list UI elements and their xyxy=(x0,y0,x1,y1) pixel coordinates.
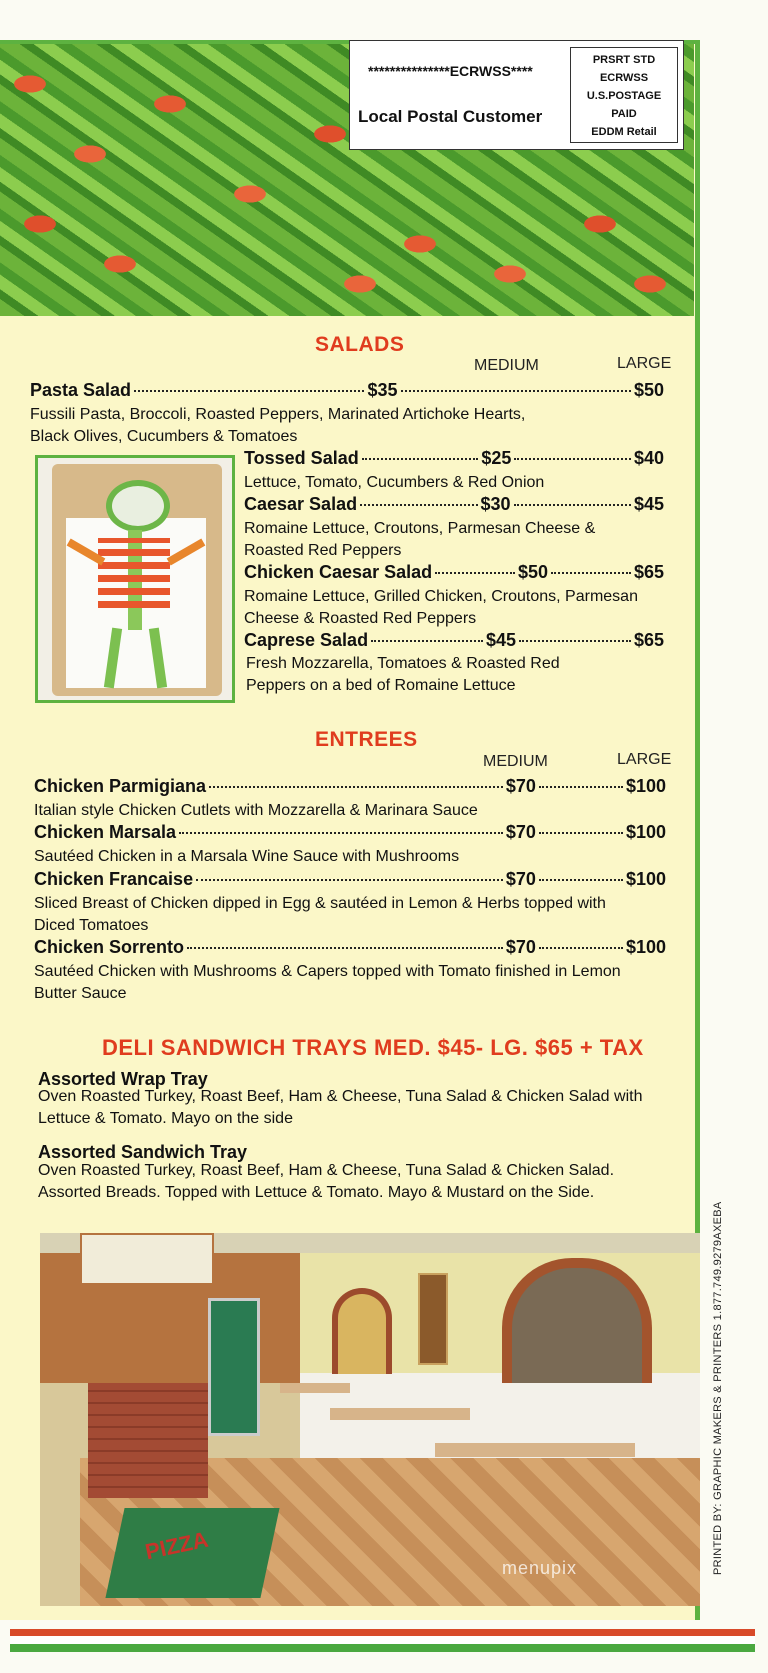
desc-line: Fussili Pasta, Broccoli, Roasted Peppers, Marinated Artichoke Hearts, xyxy=(30,406,526,423)
desc-line: Lettuce, Tomato, Cucumbers & Red Onion xyxy=(244,474,545,491)
price-medium: $30 xyxy=(480,494,511,514)
leader-dots xyxy=(134,390,364,392)
item-name: Caesar Salad xyxy=(244,494,358,514)
price-large: $65 xyxy=(633,562,665,582)
item-description xyxy=(34,846,459,868)
item-description xyxy=(38,1160,614,1204)
price-large: $100 xyxy=(625,822,666,842)
entrees-medium-header: MEDIUM xyxy=(483,753,548,770)
item-name: Chicken Marsala xyxy=(34,822,177,842)
item-name: Chicken Parmigiana xyxy=(34,776,207,796)
desc-line: Fresh Mozzarella, Tomatoes & Roasted Red xyxy=(246,655,560,672)
bottom-stripe-red xyxy=(10,1629,755,1636)
price-medium: $70 xyxy=(505,822,536,842)
leader-dots xyxy=(539,879,623,881)
permit-line: EDDM Retail xyxy=(591,126,657,138)
price-medium: $35 xyxy=(367,380,398,400)
leader-dots xyxy=(196,879,503,881)
leader-dots xyxy=(539,832,623,834)
postage-permit-box xyxy=(570,47,678,143)
menu-item-chicken-parmigiana xyxy=(34,776,666,797)
menu-item-chicken-sorrento xyxy=(34,937,666,958)
item-name: Chicken Francaise xyxy=(34,869,194,889)
menu-item-caesar-salad xyxy=(244,494,664,515)
item-description xyxy=(244,518,595,562)
bottom-stripe-white xyxy=(10,1636,755,1644)
postal-label xyxy=(349,40,684,150)
recipient-line: Local Postal Customer xyxy=(358,107,543,126)
leader-dots xyxy=(539,786,623,788)
item-name: Pasta Salad xyxy=(30,380,132,400)
leader-dots xyxy=(187,947,503,949)
desc-line: Butter Sauce xyxy=(34,985,127,1002)
price-large: $40 xyxy=(633,448,664,468)
price-large: $50 xyxy=(633,380,664,400)
item-description xyxy=(30,404,525,448)
veggie-skeleton-photo xyxy=(35,455,235,703)
deli-counter xyxy=(88,1383,208,1498)
item-name: Assorted Wrap Tray xyxy=(38,1069,208,1089)
leader-dots xyxy=(360,504,477,506)
price-medium: $70 xyxy=(505,937,536,957)
leader-dots xyxy=(435,572,515,574)
menu-item-tossed-salad xyxy=(244,448,664,469)
desc-line: Sliced Breast of Chicken dipped in Egg & sautéed in Lemon & Herbs topped with xyxy=(34,895,606,912)
menu-board-sign xyxy=(80,1233,214,1285)
desc-line: Oven Roasted Turkey, Roast Beef, Ham & Cheese, Tuna Salad & Chicken Salad. xyxy=(38,1162,615,1179)
entrees-title: ENTREES xyxy=(315,728,418,751)
desc-line: Romaine Lettuce, Grilled Chicken, Croutons, Parmesan xyxy=(244,588,638,605)
item-description xyxy=(246,653,560,697)
menu-item-chicken-francaise xyxy=(34,869,666,890)
desc-line: Romaine Lettuce, Croutons, Parmesan Cheese & xyxy=(244,520,596,537)
price-medium: $45 xyxy=(486,630,517,650)
leader-dots xyxy=(209,786,503,788)
salads-large-header: LARGE xyxy=(617,355,672,372)
leader-dots xyxy=(514,458,631,460)
bottom-stripe-green xyxy=(10,1644,755,1652)
desc-line: Peppers on a bed of Romaine Lettuce xyxy=(246,677,516,694)
desc-line: Roasted Red Peppers xyxy=(244,542,402,559)
leader-dots xyxy=(401,390,631,392)
leader-dots xyxy=(514,504,631,506)
menu-item-pasta-salad xyxy=(30,380,664,401)
item-description xyxy=(34,961,621,1005)
item-name: Chicken Sorrento xyxy=(34,937,185,957)
leader-dots xyxy=(362,458,479,460)
item-name: Chicken Caesar Salad xyxy=(244,562,433,582)
drink-cooler xyxy=(208,1298,260,1436)
permit-line: U.S.POSTAGE xyxy=(586,90,662,102)
price-large: $100 xyxy=(625,869,666,889)
permit-line: ECRWSS xyxy=(599,72,649,84)
desc-line: Oven Roasted Turkey, Roast Beef, Ham & Cheese, Tuna Salad & Chicken Salad with xyxy=(38,1088,643,1105)
desc-line: Sautéed Chicken in a Marsala Wine Sauce with Mushrooms xyxy=(34,848,460,865)
permit-line: PRSRT STD xyxy=(592,54,656,66)
item-name: Tossed Salad xyxy=(244,448,359,468)
leader-dots xyxy=(371,640,483,642)
menu-item-chicken-caesar-salad xyxy=(244,562,664,583)
item-description xyxy=(244,472,544,494)
price-large: $45 xyxy=(633,494,665,514)
item-name: Assorted Sandwich Tray xyxy=(38,1142,248,1162)
item-description xyxy=(34,893,606,937)
salads-medium-header: MEDIUM xyxy=(474,357,539,374)
price-large: $65 xyxy=(633,630,665,650)
desc-line: Black Olives, Cucumbers & Tomatoes xyxy=(30,428,298,445)
rug-text: PIZZA xyxy=(142,1526,211,1565)
printed-by-credit: PRINTED BY: GRAPHIC MAKERS & PRINTERS 1.877.749.9279AXEBA xyxy=(712,1201,724,1575)
price-medium: $70 xyxy=(505,869,536,889)
leader-dots xyxy=(551,572,631,574)
price-medium: $25 xyxy=(481,448,512,468)
menu-item-chicken-marsala xyxy=(34,822,666,843)
ecrwss-line: ***************ECRWSS**** xyxy=(368,63,533,79)
salads-title: SALADS xyxy=(315,333,405,356)
leader-dots xyxy=(519,640,631,642)
entrees-large-header: LARGE xyxy=(617,751,672,768)
price-medium: $50 xyxy=(518,562,549,582)
desc-line: Diced Tomatoes xyxy=(34,917,149,934)
price-large: $100 xyxy=(625,937,666,957)
watermark: menupix xyxy=(502,1558,578,1578)
permit-line: PAID xyxy=(611,108,637,120)
item-name: Caprese Salad xyxy=(244,630,369,650)
price-large: $100 xyxy=(625,776,666,796)
leader-dots xyxy=(179,832,503,834)
deli-trays-title: DELI SANDWICH TRAYS MED. $45- LG. $65 + TAX xyxy=(102,1035,644,1060)
restaurant-interior-photo xyxy=(40,1233,700,1606)
item-description xyxy=(244,586,638,630)
desc-line: Assorted Breads. Topped with Lettuce & Tomato. Mayo & Mustard on the Side. xyxy=(38,1184,595,1201)
item-description xyxy=(34,800,478,822)
leader-dots xyxy=(539,947,623,949)
desc-line: Italian style Chicken Cutlets with Mozzarella & Marinara Sauce xyxy=(34,802,478,819)
menu-item-caprese-salad xyxy=(244,630,664,651)
item-description xyxy=(38,1086,642,1130)
desc-line: Sautéed Chicken with Mushrooms & Capers topped with Tomato finished in Lemon xyxy=(34,963,621,980)
desc-line: Cheese & Roasted Red Peppers xyxy=(244,610,477,627)
desc-line: Lettuce & Tomato. Mayo on the side xyxy=(38,1110,293,1127)
price-medium: $70 xyxy=(505,776,536,796)
